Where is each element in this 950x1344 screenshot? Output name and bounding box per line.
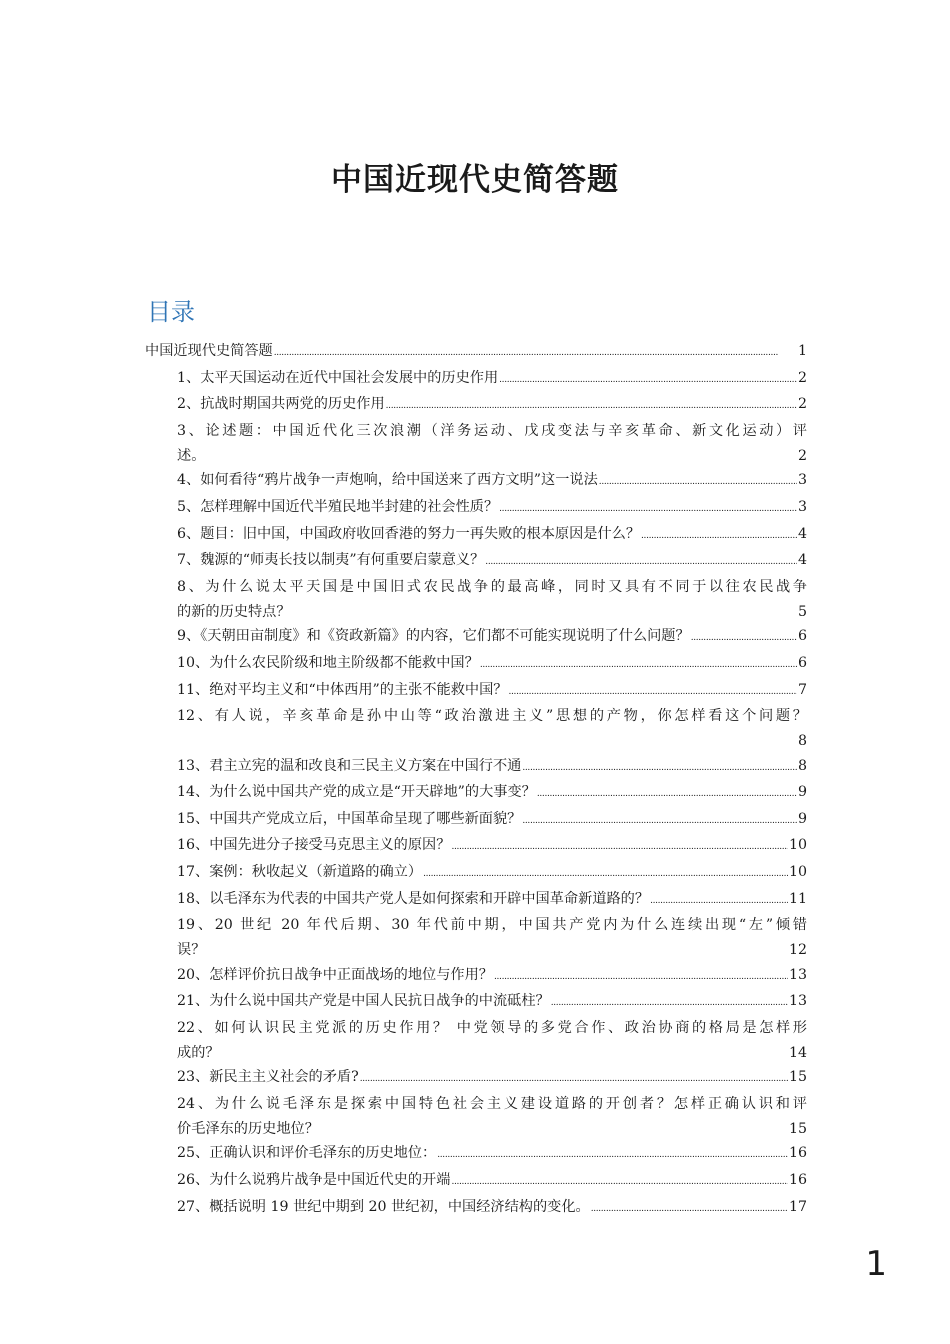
toc-entry-page: 8	[797, 732, 807, 749]
toc-entry-text: 4、如何看待“鸦片战争一声炮响，给中国送来了西方文明”这一说法	[177, 472, 598, 489]
toc-entry-page: 2	[797, 369, 807, 386]
toc-entry[interactable]	[145, 495, 807, 522]
toc-entry-page: 14	[788, 1044, 807, 1061]
toc-entry-page: 3	[797, 472, 807, 489]
toc-entry-page: 6	[797, 654, 807, 671]
toc-entry-top[interactable]	[145, 339, 807, 366]
toc-entry-text-cont: 误？	[177, 942, 206, 959]
toc-entry[interactable]	[145, 1141, 807, 1168]
dot-leader	[485, 548, 797, 575]
toc-entry-page: 5	[797, 603, 807, 620]
dot-leader	[537, 780, 797, 807]
toc-entry[interactable]	[145, 754, 807, 781]
dot-leader	[591, 1195, 788, 1222]
toc-entry[interactable]	[145, 366, 807, 393]
toc-entry-text: 27、概括说明 19 世纪中期到 20 世纪初，中国经济结构的变化。	[177, 1198, 590, 1215]
dot-leader	[423, 860, 788, 887]
toc-entry-text: 9、《天朝田亩制度》和《资政新篇》的内容，它们都不可能实现说明了什么问题？	[177, 628, 690, 645]
toc-entry[interactable]	[145, 548, 807, 575]
toc-entry-page: 16	[788, 1172, 807, 1188]
toc-entry-text: 19、20 世纪 20 年代后期、30 年代前中期，中国共产党内为什么连续出现“左”倾错	[177, 917, 807, 934]
toc-entry[interactable]	[145, 963, 807, 990]
toc-entry-page: 9	[797, 784, 807, 801]
toc-entry-page: 11	[788, 890, 807, 907]
toc-entry-text: 中国近现代史简答题	[145, 343, 273, 359]
toc-entry[interactable]	[145, 624, 807, 651]
toc-entries	[145, 366, 807, 1222]
toc-entry-page: 3	[797, 498, 807, 515]
toc-entry-text: 3、论述题：中国近代化三次浪潮（洋务运动、戊戌变法与辛亥革命、新文化运动）评	[177, 422, 807, 439]
toc-entry[interactable]	[145, 833, 807, 860]
toc-entry-page: 10	[788, 864, 807, 881]
dot-leader	[650, 887, 788, 914]
toc-entry-text: 10、为什么农民阶级和地主阶级都不能救中国？	[177, 654, 479, 671]
toc-entry[interactable]	[145, 468, 807, 495]
dot-leader	[522, 807, 797, 834]
toc-entry-text-cont: 成的？	[177, 1044, 220, 1061]
toc-entry-page: 9	[797, 810, 807, 827]
dot-leader	[274, 339, 797, 366]
toc-entry-text: 23、新民主主义社会的矛盾?	[177, 1069, 359, 1086]
toc-entry-page: 4	[797, 552, 807, 569]
toc-entry-page: 6	[797, 628, 807, 645]
toc-entry[interactable]	[145, 575, 807, 624]
toc-entry[interactable]	[145, 651, 807, 678]
dot-leader	[451, 833, 788, 860]
toc-entry-text: 8、为什么说太平天国是中国旧式农民战争的最高峰，同时又具有不同于以往农民战争	[177, 578, 807, 595]
toc-entry-continuation	[177, 600, 807, 625]
dot-leader	[480, 651, 797, 678]
toc-entry[interactable]	[145, 678, 807, 705]
toc-entry[interactable]	[145, 704, 807, 753]
toc-entry-page: 7	[797, 681, 807, 698]
toc-entry-text-cont: 价毛泽东的历史地位？	[177, 1120, 319, 1137]
dot-leader	[599, 468, 797, 495]
toc-entry-page: 2	[797, 447, 807, 464]
toc-entry[interactable]	[145, 419, 807, 468]
toc-entry-text: 12、有人说，辛亥革命是孙中山等“政治激进主义”思想的产物，你怎样看这个问题？	[177, 708, 807, 725]
toc-entry-text: 24、为什么说毛泽东是探索中国特色社会主义建设道路的开创者？怎样正确认识和评	[177, 1096, 807, 1113]
toc-entry-text: 6、题目：旧中国，中国政府收回香港的努力一再失败的根本原因是什么？	[177, 525, 641, 542]
toc-entry-page: 15	[788, 1069, 807, 1086]
toc-entry-continuation	[177, 938, 807, 963]
toc-entry-text: 17、案例：秋收起义（新道路的确立）	[177, 864, 423, 881]
toc-entry[interactable]	[145, 1016, 807, 1065]
toc-entry-page: 2	[797, 396, 807, 413]
toc-entry-text-cont: 述。	[177, 447, 206, 464]
toc-entry-text: 26、为什么说鸦片战争是中国近代史的开端	[177, 1172, 451, 1188]
toc-entry-page: 13	[788, 993, 807, 1010]
dot-leader	[499, 495, 797, 522]
toc-entry[interactable]	[145, 522, 807, 549]
toc-entry-text-cont: 的新的历史特点？	[177, 603, 291, 620]
toc-entry-text: 16、中国先进分子接受马克思主义的原因？	[177, 837, 451, 854]
dot-leader	[509, 678, 797, 705]
dot-leader	[437, 1141, 788, 1168]
toc-entry[interactable]	[145, 1065, 807, 1092]
dot-leader	[386, 392, 797, 419]
toc-entry-page: 16	[788, 1145, 807, 1162]
toc-entry-text: 14、为什么说中国共产党的成立是“开天辟地”的大事变？	[177, 784, 536, 801]
toc-entry-page: 1	[797, 343, 807, 359]
dot-leader	[494, 963, 788, 990]
toc-entry-page: 13	[788, 966, 807, 983]
toc-entry-text: 11、绝对平均主义和“中体西用”的主张不能救中国？	[177, 681, 508, 698]
toc-entry[interactable]	[145, 989, 807, 1016]
dot-leader	[641, 522, 797, 549]
toc-entry-text: 20、怎样评价抗日战争中正面战场的地位与作用？	[177, 966, 493, 983]
toc-entry-text: 2、抗战时期国共两党的历史作用	[177, 396, 385, 413]
toc-entry[interactable]	[145, 1195, 807, 1222]
toc-entry-page: 8	[797, 757, 807, 774]
dot-leader	[499, 366, 797, 393]
toc-entry-text: 18、以毛泽东为代表的中国共产党人是如何探索和开辟中国革命新道路的？	[177, 890, 650, 907]
toc-entry[interactable]	[145, 392, 807, 419]
toc-entry-continuation	[177, 444, 807, 469]
page-number: 1	[865, 1244, 887, 1284]
table-of-contents	[145, 339, 807, 1221]
toc-entry[interactable]	[145, 860, 807, 887]
toc-entry-text: 15、中国共产党成立后，中国革命呈现了哪些新面貌？	[177, 810, 522, 827]
toc-entry[interactable]	[145, 887, 807, 914]
toc-entry[interactable]	[145, 913, 807, 962]
toc-entry-text: 1、太平天国运动在近代中国社会发展中的历史作用	[177, 369, 499, 386]
toc-entry-text: 5、怎样理解中国近代半殖民地半封建的社会性质？	[177, 498, 499, 515]
dot-leader	[691, 624, 797, 651]
dot-leader	[551, 989, 788, 1016]
toc-heading: 目录	[147, 298, 195, 326]
toc-entry-text: 13、君主立宪的温和改良和三民主义方案在中国行不通	[177, 757, 522, 774]
dot-leader	[522, 754, 797, 781]
toc-entry-page: 17	[788, 1198, 807, 1215]
toc-entry-page: 4	[797, 525, 807, 542]
toc-entry-page: 10	[788, 837, 807, 854]
toc-entry-continuation	[177, 1041, 807, 1066]
toc-entry[interactable]	[145, 780, 807, 807]
toc-entry-text: 22、如何认识民主党派的历史作用？ 中党领导的多党合作、政治协商的格局是怎样形	[177, 1020, 807, 1037]
document-title: 中国近现代史简答题	[331, 162, 619, 198]
toc-entry[interactable]	[145, 807, 807, 834]
toc-entry[interactable]	[145, 1168, 807, 1195]
toc-entry-text: 25、正确认识和评价毛泽东的历史地位：	[177, 1145, 437, 1162]
dot-leader	[451, 1168, 788, 1195]
toc-entry-text: 7、魏源的“师夷长技以制夷”有何重要启蒙意义？	[177, 552, 485, 569]
toc-entry-text: 21、为什么说中国共产党是中国人民抗日战争的中流砥柱？	[177, 993, 550, 1010]
toc-entry-continuation	[177, 729, 807, 754]
toc-entry-continuation	[177, 1117, 807, 1142]
toc-entry[interactable]	[145, 1092, 807, 1141]
toc-entry-page: 12	[788, 942, 807, 959]
toc-entry-page: 15	[788, 1120, 807, 1137]
dot-leader	[360, 1065, 788, 1092]
